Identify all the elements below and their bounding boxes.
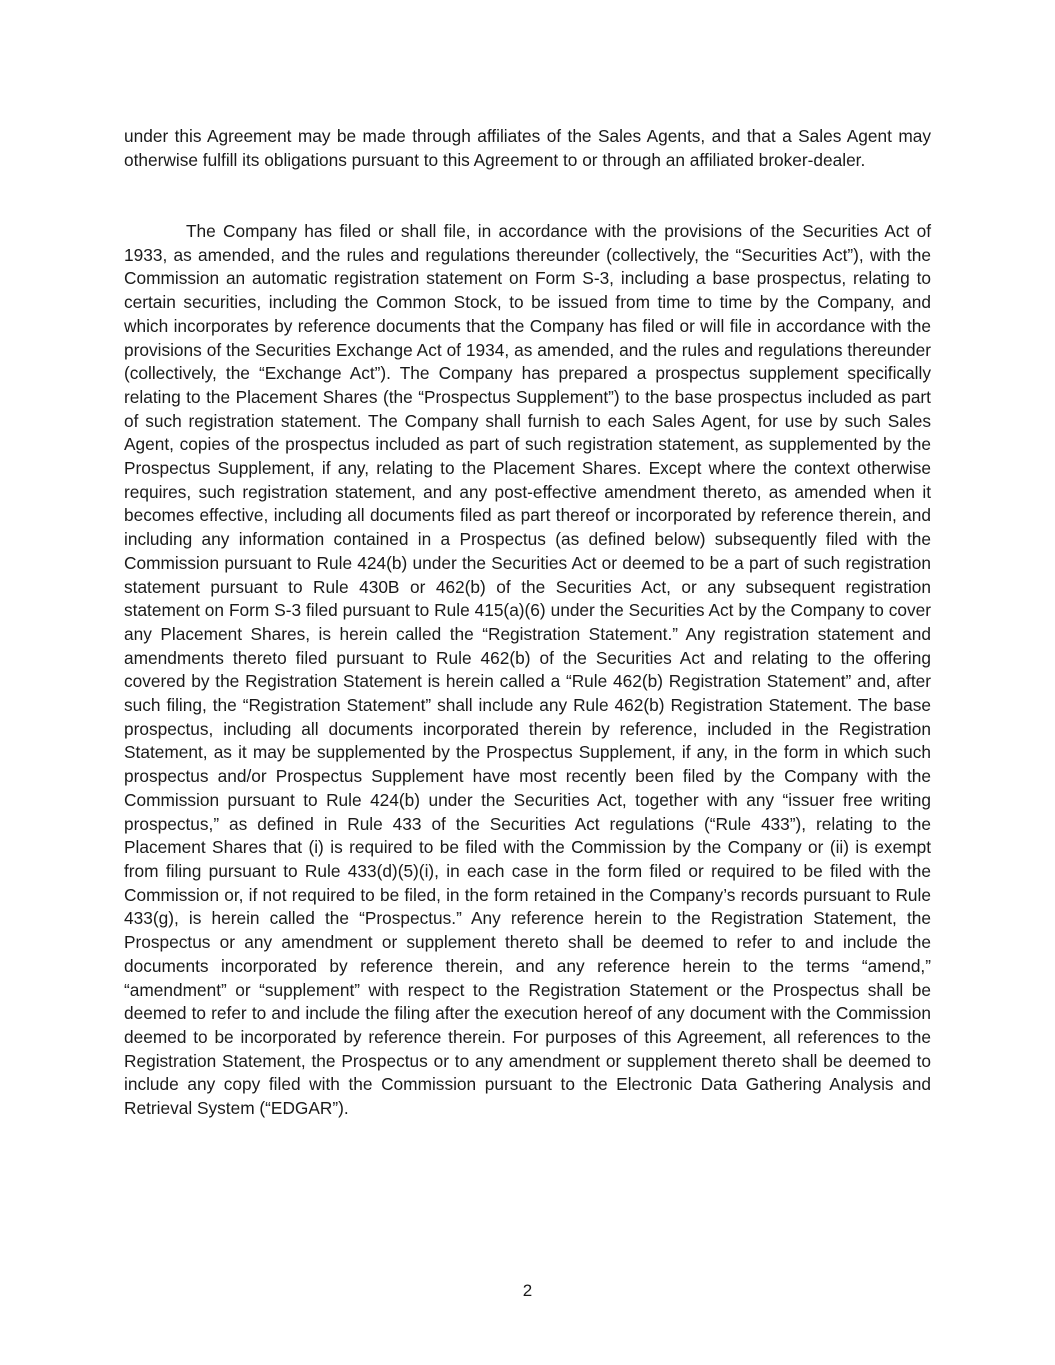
paragraph-registration-statement: The Company has filed or shall file, in accordance with the provisions of the Securities Act of 1933, as amended, and the rules and regulations thereunder (collectively, the “Securities Act”), with the Commission an automatic registration statement on Form S-3, including a base prospectus, relating to certain securities, including the Common Stock, to be issued from time to time by the Company, and which incorporates by reference documents that the Company has filed or will file in accordance with the provisions of the Securities Exchange Act of 1934, as amended, and the rules and regulations thereunder (collectively, the “Exchange Act”). The Company has prepared a prospectus supplement specifically relating to the Placement Shares (the “Prospectus Supplement”) to the base prospectus included as part of such registration statement. The Company shall furnish to each Sales Agent, for use by such Sales Agent, copies of the prospectus included as part of such registration statement, as supplemented by the Prospectus Supplement, if any, relating to the Placement Shares. Except where the context otherwise requires, such registration statement, and any post-effective amendment thereto, as amended when it becomes effective, including all documents filed as part thereof or incorporated by reference therein, and including any information contained in a Prospectus (as defined below) subsequently filed with the Commission pursuant to Rule 424(b) under the Securities Act or deemed to be a part of such registration statement pursuant to Rule 430B or 462(b) of the Securities Act, or any subsequent registration statement on Form S-3 filed pursuant to Rule 415(a)(6) under the Securities Act by the Company to cover any Placement Shares, is herein called the “Registration Statement.” Any registration statement and amendments thereto filed pursuant to Rule 462(b) of the Securities Act and relating to the offering covered by the Registration Statement is herein called a “Rule 462(b) Registration Statement” and, after such filing, the “Registration Statement” shall include any Rule 462(b) Registration Statement. The base prospectus, including all documents incorporated therein by reference, included in the Registration Statement, as it may be supplemented by the Prospectus Supplement, if any, in the form in which such prospectus and/or Prospectus Supplement have most recently been filed by the Company with the Commission pursuant to Rule 424(b) under the Securities Act, together with any “issuer free writing prospectus,” as defined in Rule 433 of the Securities Act regulations (“Rule 433”), relating to the Placement Shares that (i) is required to be filed with the Commission by the Company or (ii) is exempt from filing pursuant to Rule 433(d)(5)(i), in each case in the form filed or required to be filed with the Commission or, if not required to be filed, in the form retained in the Company’s records pursuant to Rule 433(g), is herein called the “Prospectus.” Any reference herein to the Registration Statement, the Prospectus or any amendment or supplement thereto shall be deemed to refer to and include the documents incorporated by reference therein, and any reference herein to the terms “amend,” “amendment” or “supplement” with respect to the Registration Statement or the Prospectus shall be deemed to refer to and include the filing after the execution hereof of any document with the Commission deemed to be incorporated by reference therein. For purposes of this Agreement, all references to the Registration Statement, the Prospectus or to any amendment or supplement thereto shall be deemed to include any copy filed with the Commission pursuant to the Electronic Data Gathering Analysis and Retrieval System (“EDGAR”).: [124, 221, 931, 1119]
page-number: 2: [522, 1281, 533, 1300]
paragraph-continuation: under this Agreement may be made through affiliates of the Sales Agents, and that a Sales Agent may otherwise fulfill its obligations pursuant to this Agreement to or through an affiliated broker-dealer.: [124, 126, 931, 170]
